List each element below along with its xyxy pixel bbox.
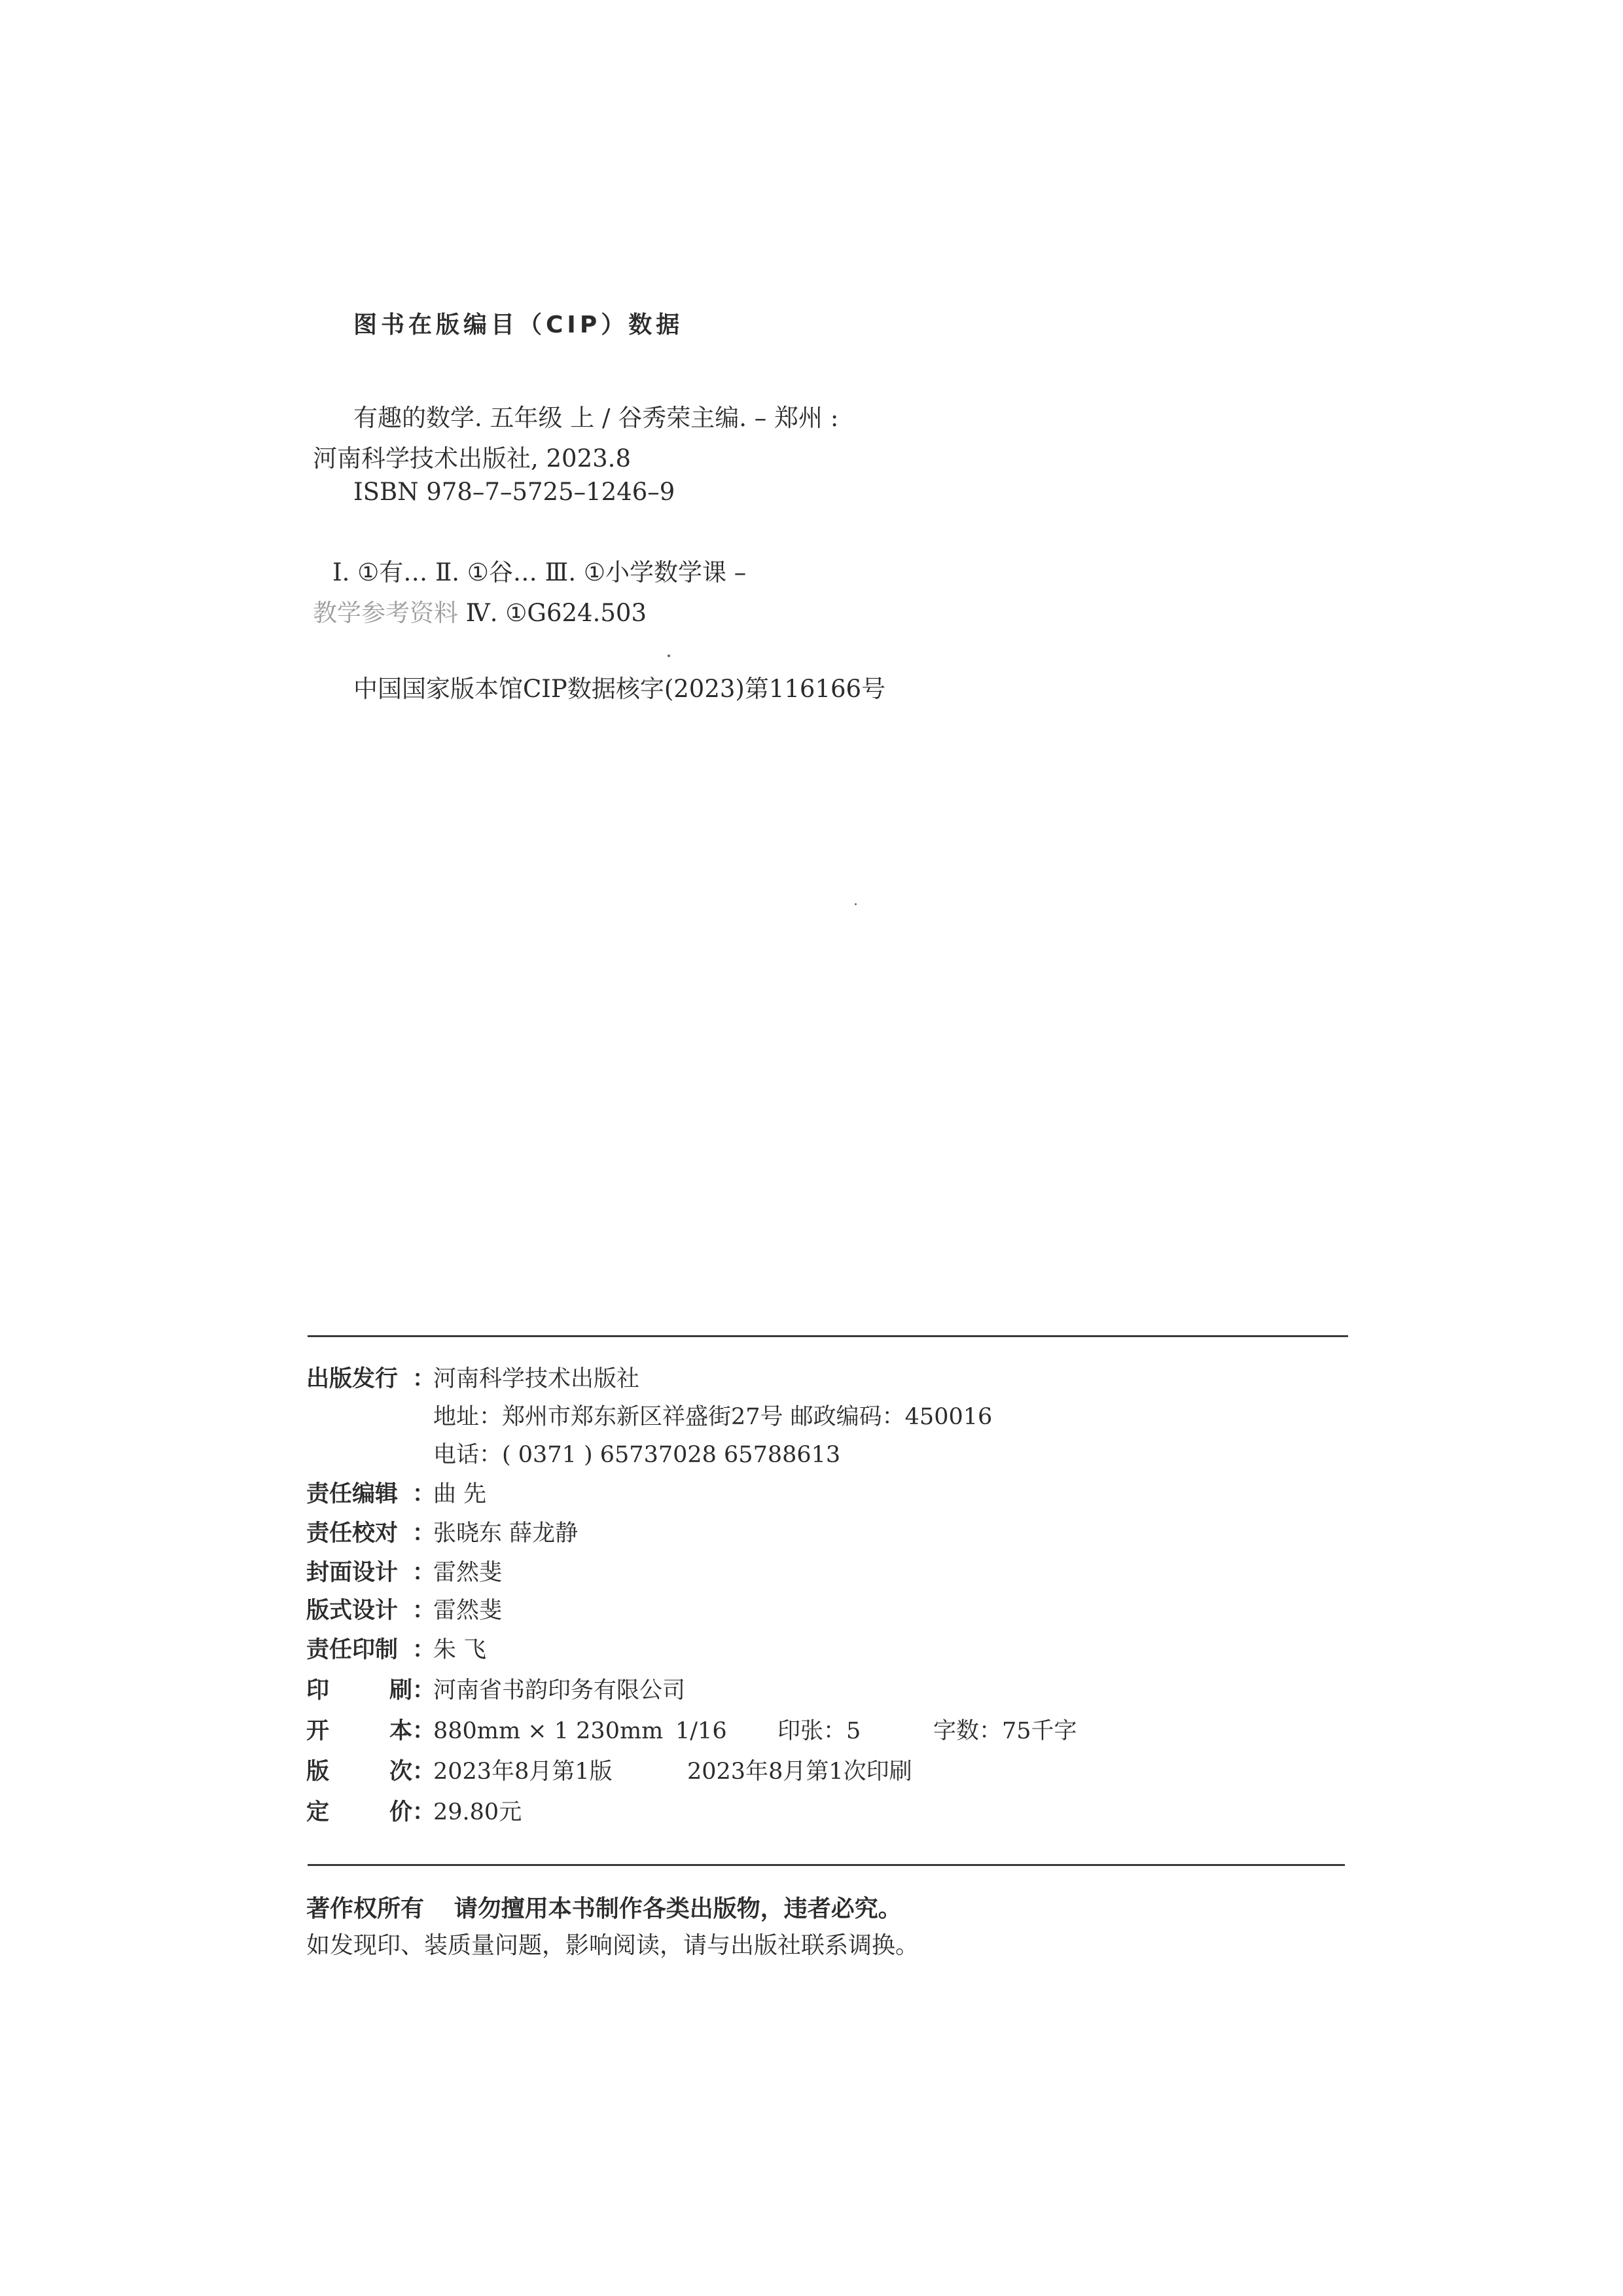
copyright-notice — [306, 1890, 902, 1924]
printed-sheets: 印张：5 — [777, 1718, 861, 1744]
printer-label: 印 刷 — [306, 1677, 412, 1704]
publisher-label: 出版发行 — [306, 1366, 399, 1392]
cover-designer: 雷然斐 — [433, 1560, 503, 1586]
proofreader-label: 责任校对 — [306, 1520, 399, 1547]
quality-return-notice: 如发现印、装质量问题，影响阅读，请与出版社联系调换。 — [306, 1932, 919, 1959]
scan-speck — [668, 655, 670, 657]
cip-classification-line: Ⅰ. ①有… Ⅱ. ①谷… Ⅲ. ①小学数学课 – — [332, 558, 747, 586]
label-colon: ： — [412, 1759, 436, 1785]
print-manager: 朱 飞 — [433, 1637, 487, 1663]
cip-verification-number: 中国国家版本馆CIP数据核字(2023)第116166号 — [353, 675, 886, 703]
copyright-notice-text: 请勿擅用本书制作各类出版物，违者必究。 — [454, 1895, 902, 1922]
price-label: 定 价 — [306, 1799, 412, 1825]
label-colon: ： — [412, 1718, 436, 1744]
cip-publisher-line: 河南科学技术出版社, 2023.8 — [313, 444, 631, 473]
publisher-phone: 电话：( 0371 ) 65737028 65788613 — [433, 1442, 841, 1468]
print-manager-label: 责任印制 — [306, 1637, 399, 1663]
format-fold: 1/16 — [675, 1718, 727, 1744]
layout-design-label: 版式设计 — [306, 1598, 399, 1624]
cip-classification-line-2 — [313, 593, 647, 628]
scan-speck — [855, 903, 857, 905]
cip-classification-number: Ⅳ. ①G624.503 — [465, 599, 647, 627]
copyright-notice-bold: 著作权所有 — [306, 1895, 425, 1922]
imprint-top-rule — [308, 1335, 1348, 1337]
label-colon: ： — [412, 1481, 436, 1507]
cip-isbn-line: ISBN 978–7–5725–1246–9 — [353, 478, 675, 506]
label-colon: ： — [412, 1560, 436, 1586]
label-colon: ： — [412, 1677, 436, 1704]
format-label: 开 本 — [306, 1718, 412, 1744]
label-colon: ： — [412, 1366, 436, 1392]
label-colon: ： — [412, 1637, 436, 1663]
format-size: 880mm × 1 230mm — [433, 1718, 664, 1744]
proofreader-names: 张晓东 薛龙静 — [433, 1520, 579, 1547]
publisher-name: 河南科学技术出版社 — [433, 1366, 640, 1392]
cip-heading: 图书在版编目（CIP）数据 — [353, 312, 684, 338]
edition-info: 2023年8月第1版 — [433, 1759, 613, 1785]
price-value: 29.80元 — [433, 1799, 522, 1825]
printing-info: 2023年8月第1次印刷 — [687, 1759, 912, 1785]
word-count: 字数：75千字 — [933, 1718, 1077, 1744]
layout-designer: 雷然斐 — [433, 1598, 503, 1624]
editor-name: 曲 先 — [433, 1481, 487, 1507]
cip-title-line: 有趣的数学. 五年级 上 / 谷秀荣主编. – 郑州 : — [353, 404, 839, 432]
label-colon: ： — [412, 1520, 436, 1547]
edition-label: 版 次 — [306, 1759, 412, 1785]
publisher-address: 地址：郑州市郑东新区祥盛街27号 邮政编码：450016 — [433, 1404, 993, 1430]
cover-design-label: 封面设计 — [306, 1560, 399, 1586]
cip-subject-faded: 教学参考资料 — [313, 599, 458, 627]
printer-name: 河南省书韵印务有限公司 — [433, 1677, 686, 1704]
label-colon: ： — [412, 1799, 436, 1825]
label-colon: ： — [412, 1598, 436, 1624]
imprint-bottom-rule — [308, 1864, 1345, 1866]
editor-label: 责任编辑 — [306, 1481, 399, 1507]
